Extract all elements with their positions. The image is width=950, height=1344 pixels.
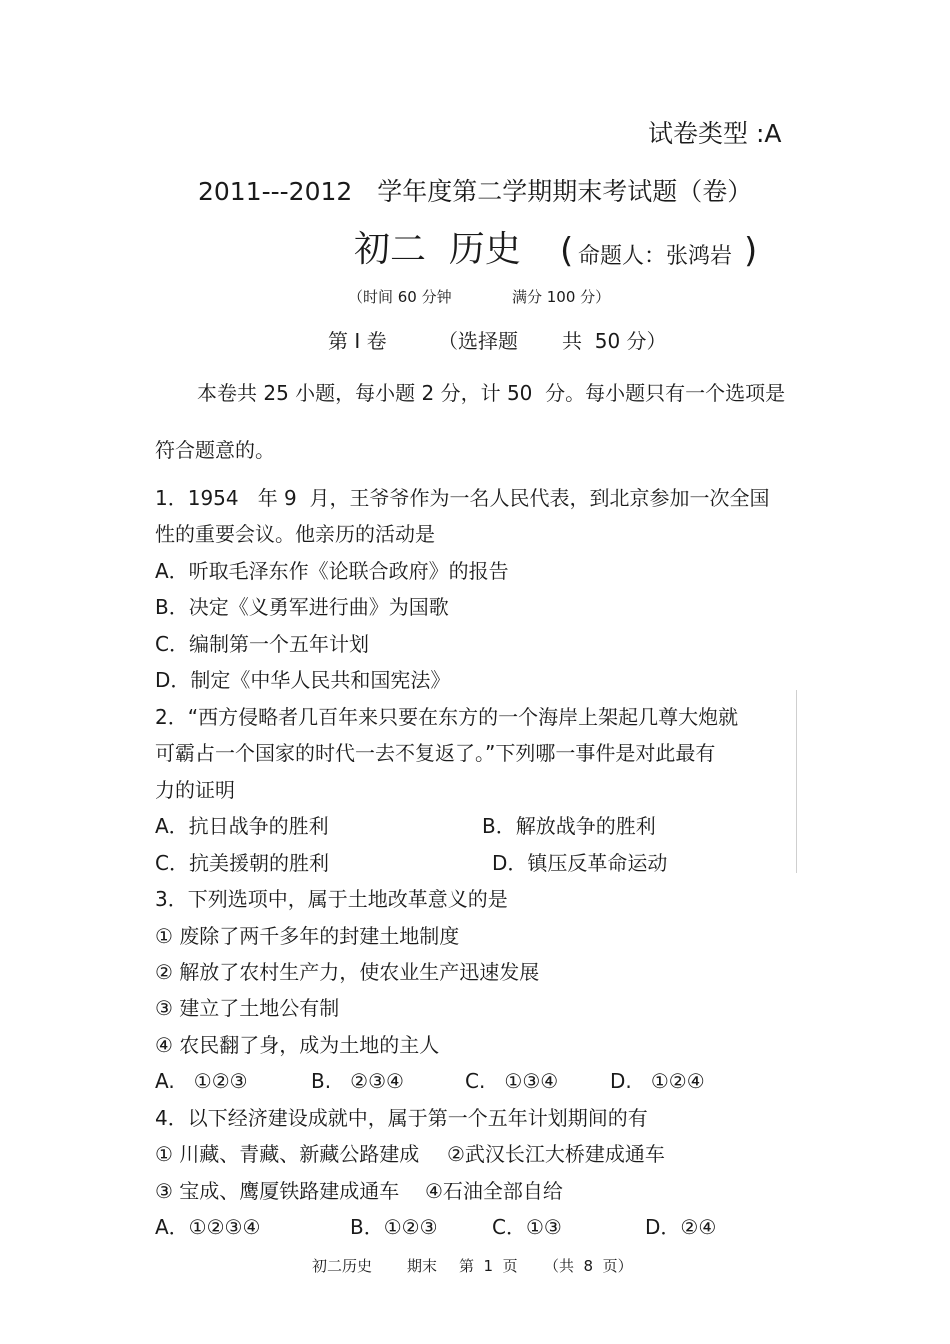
subject-title: 初二 历史 (354, 229, 521, 270)
question-stem: 力的证明 (155, 778, 235, 802)
option-a: A．抗日战争的胜利 (155, 814, 329, 838)
option-a: A. ①②③ (155, 1069, 248, 1093)
question-stem: 4．以下经济建设成就中，属于第一个五年计划期间的有 (155, 1106, 648, 1130)
statement-item: ④石油全部自给 (425, 1179, 563, 1203)
footer-term: 期末 (407, 1257, 438, 1275)
footer-subject: 初二历史 (312, 1257, 373, 1275)
author-paren-close: ) (744, 231, 758, 271)
option-d: D．镇压反革命运动 (492, 851, 668, 875)
statement-item: ③ 宝成、鹰厦铁路建成通车 (155, 1179, 400, 1203)
option-b: B. ②③④ (311, 1069, 404, 1093)
instructions-line-2: 符合题意的。 (155, 438, 275, 462)
time-note: （时间 60 分钟 (348, 288, 452, 306)
section-total: 共 50 分） (562, 329, 667, 353)
option-b: B．解放战争的胜利 (482, 814, 656, 838)
statement-item: ②武汉长江大桥建成通车 (447, 1142, 665, 1166)
question-stem: 可霸占一个国家的时代一去不复返了。”下列哪一事件是对此最有 (155, 741, 716, 765)
option-c: C．抗美援朝的胜利 (155, 851, 329, 875)
footer-total: （共 8 页） (544, 1257, 633, 1275)
option-d: D．②④ (645, 1215, 717, 1239)
margin-rule (796, 690, 797, 873)
score-note: 满分 100 分） (512, 288, 611, 306)
option-b: B．决定《义勇军进行曲》为国歌 (155, 595, 449, 619)
section-volume: 第 Ⅰ 卷 (328, 329, 387, 353)
statement-item: ① 废除了两千多年的封建土地制度 (155, 924, 460, 948)
question-stem: 2．“西方侵略者几百年来只要在东方的一个海岸上架起几尊大炮就 (155, 705, 739, 729)
statement-item: ③ 建立了土地公有制 (155, 996, 340, 1020)
option-d: D．制定《中华人民共和国宪法》 (155, 668, 451, 692)
exam-title: 2011---2012 学年度第二学期期末考试题（卷） (198, 177, 753, 206)
option-c: C. ①③④ (465, 1069, 559, 1093)
footer-page: 第 1 页 (459, 1257, 518, 1275)
question-stem: 3．下列选项中，属于土地改革意义的是 (155, 887, 508, 911)
statement-item: ① 川藏、青藏、新藏公路建成 (155, 1142, 420, 1166)
author: 命题人：张鸿岩 (578, 244, 733, 269)
section-type: （选择题 (438, 329, 518, 353)
paper-type: 试卷类型 :A (648, 119, 782, 148)
instructions-line-1: 本卷共 25 小题，每小题 2 分，计 50 分。每小题只有一个选项是 (197, 381, 786, 405)
question-stem: 1．1954 年 9 月，王爷爷作为一名人民代表，到北京参加一次全国 (155, 486, 770, 510)
option-b: B．①②③ (350, 1215, 438, 1239)
option-d: D. ①②④ (610, 1069, 705, 1093)
author-paren-open: ( (560, 231, 574, 271)
statement-item: ② 解放了农村生产力，使农业生产迅速发展 (155, 960, 540, 984)
statement-item: ④ 农民翻了身，成为土地的主人 (155, 1033, 440, 1057)
option-c: C．①③ (492, 1215, 562, 1239)
option-c: C．编制第一个五年计划 (155, 632, 369, 656)
option-a: A．①②③④ (155, 1215, 261, 1239)
question-stem: 性的重要会议。他亲历的活动是 (155, 522, 435, 546)
option-a: A．听取毛泽东作《论联合政府》的报告 (155, 559, 509, 583)
